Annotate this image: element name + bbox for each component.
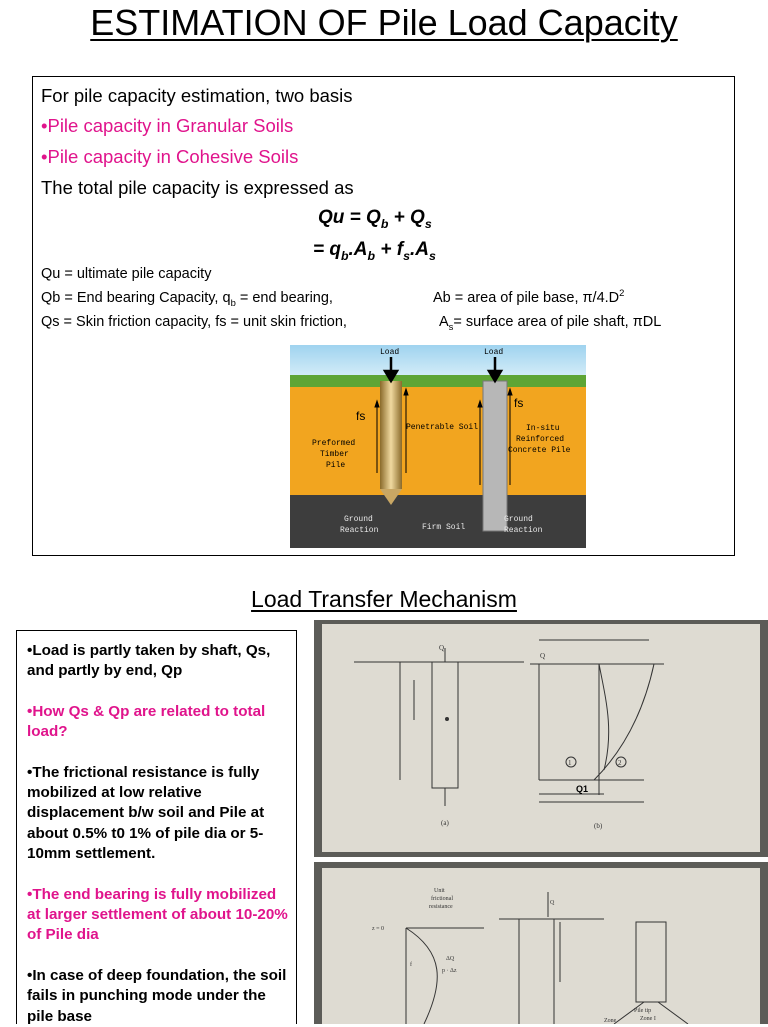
load-label-left: Load bbox=[380, 348, 400, 357]
definition-qb: Qb = End bearing Capacity, $q_b$ = end bearing, bbox=[41, 290, 333, 308]
timber-label-1: Preformed bbox=[312, 439, 356, 448]
concrete-label-3: Concrete Pile bbox=[508, 446, 571, 455]
frictional-resistance-figure-photo bbox=[314, 862, 768, 1024]
ground-reaction-right-1: Ground bbox=[504, 515, 533, 524]
figure-a-q-label: Q bbox=[439, 644, 445, 652]
timber-label-3: Pile bbox=[326, 461, 346, 470]
definition-qs: Qs = Skin friction capacity, fs = unit skin friction, bbox=[41, 314, 347, 330]
definition-qu: Qu = ultimate pile capacity bbox=[41, 266, 212, 282]
q-label: Q bbox=[550, 900, 555, 906]
pile-tip-label: Pile tip bbox=[634, 1008, 652, 1014]
fs-label-right: fs bbox=[514, 396, 524, 410]
bullet-cohesive: •Pile capacity in Cohesive Soils bbox=[41, 146, 299, 167]
firm-soil-layer bbox=[290, 495, 586, 548]
concrete-pile bbox=[483, 381, 507, 531]
figure-a-caption: (a) bbox=[441, 819, 449, 827]
concrete-label-1: In-situ bbox=[526, 424, 560, 433]
note-5: •In case of deep foundation, the soil fails in punching mode under the pile base bbox=[27, 966, 287, 1025]
grass bbox=[290, 375, 586, 389]
timber-label-2: Timber bbox=[320, 450, 349, 459]
fraction-numerator: ΔQ bbox=[446, 956, 455, 962]
note-1: •Load is partly taken by shaft, Qs, and partly by end, Qp bbox=[27, 642, 271, 680]
section-title: Load Transfer Mechanism bbox=[251, 586, 517, 612]
fs-label-left: fs bbox=[356, 409, 366, 423]
q1-label: Q1 bbox=[576, 784, 589, 794]
intro-box bbox=[32, 76, 735, 556]
pile-diagram bbox=[290, 345, 586, 548]
note-4: •The end bearing is fully mobilized at larger settlement of about 10-20% of Pile dia bbox=[27, 885, 288, 944]
f-label: f bbox=[410, 962, 412, 968]
figure-b-caption: (b) bbox=[594, 822, 603, 830]
ground-reaction-left-2: Reaction bbox=[340, 526, 379, 535]
expression-line: The total pile capacity is expressed as bbox=[41, 177, 354, 198]
unit-label-3: resistance bbox=[429, 904, 453, 910]
load-label-right: Load bbox=[484, 348, 504, 357]
figure-b-q-label: Q bbox=[540, 652, 546, 660]
firm-soil-label: Firm Soil bbox=[422, 523, 466, 532]
equation-line-1: $Qu = Q_b + Q_s$ bbox=[318, 207, 432, 231]
concrete-label-2: Reinforced bbox=[516, 435, 565, 444]
load-transfer-figure-photo bbox=[314, 620, 768, 857]
ground-reaction-left-1: Ground bbox=[344, 515, 373, 524]
zone-1-label: Zone I bbox=[640, 1016, 656, 1022]
timber-pile bbox=[380, 381, 402, 489]
penetrable-soil-label: Penetrable Soil bbox=[406, 423, 479, 432]
page-title: ESTIMATION OF Pile Load Capacity bbox=[90, 2, 678, 43]
photo-page bbox=[322, 868, 760, 1024]
note-3: •The frictional resistance is fully mobilized at low relative displacement b/w soil and Pile at about 0.5% t0 1% of pile dia or 5-10mm settlement. bbox=[27, 763, 265, 863]
intro-line: For pile capacity estimation, two basis bbox=[41, 85, 353, 106]
unit-label-1: Unit bbox=[434, 888, 445, 894]
zone-label: Zone bbox=[604, 1018, 617, 1024]
note-2: •How Qs & Qp are related to total load? bbox=[27, 702, 266, 741]
curve-2-label: 2 bbox=[618, 759, 622, 767]
unit-label-2: frictional bbox=[431, 896, 453, 902]
bullet-granular: •Pile capacity in Granular Soils bbox=[41, 115, 294, 136]
curve-1-label: 1 bbox=[568, 759, 572, 767]
fraction-denominator: p · Δz bbox=[442, 968, 457, 974]
figure-a-point bbox=[445, 717, 449, 721]
definition-as: $A_s=$ surface area of pile shaft, πDL bbox=[439, 314, 662, 332]
ground-reaction-right-2: Reaction bbox=[504, 526, 543, 535]
mechanism-notes bbox=[16, 630, 297, 1024]
equation-line-2: = $q_b.A_b + f_s.A_s$ bbox=[313, 239, 436, 263]
z-zero-label: z = 0 bbox=[372, 926, 385, 932]
definition-ab: Ab = area of pile base, $\pi/4.D^2$ bbox=[433, 287, 625, 306]
